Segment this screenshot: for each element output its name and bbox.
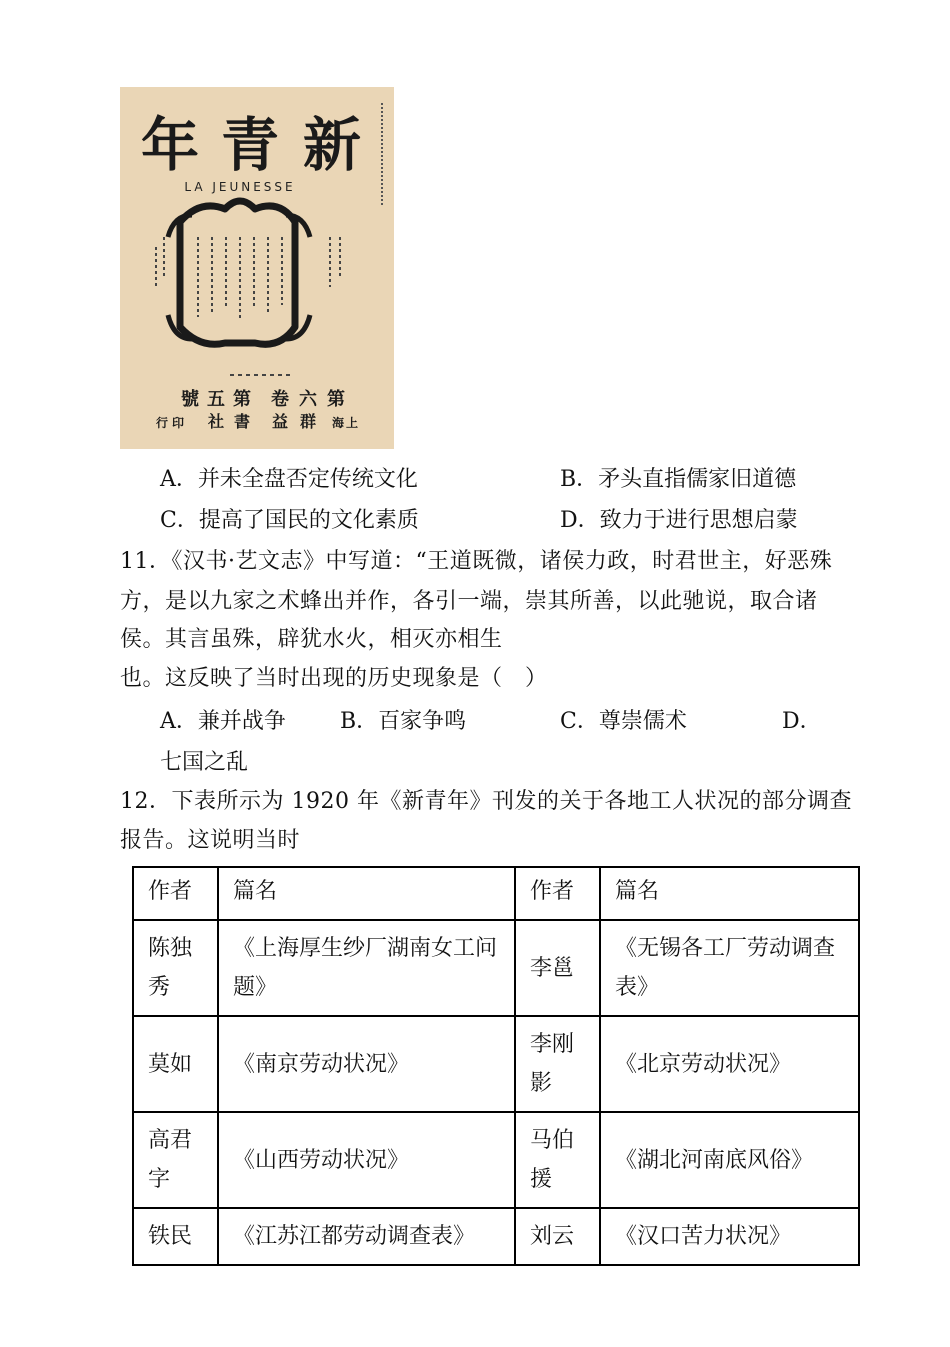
q11-option-a[interactable]: A．兼并战争 [160,709,286,734]
q11-stem-line-3: 侯。其言虽殊，辟犹水火，相灭亦相生 [120,627,503,652]
table-cell-author: 陈独秀 [133,920,218,1016]
table-cell-author: 莫如 [133,1016,218,1112]
table-row [133,1112,859,1208]
table-header-cell: 作者 [515,867,600,920]
cover-publisher-char: 海 [331,416,345,430]
cover-illustration [120,87,394,449]
table-cell-title: 《南京劳动状况》 [218,1016,515,1112]
table-header-row [133,867,859,920]
cover-subtitle: LA JEUNESSE [184,180,296,194]
table-cell-author: 刘云 [515,1208,600,1265]
table-cell-author: 马伯援 [515,1112,600,1208]
cover-publisher-char: 上 [345,416,359,430]
table-row [133,1016,859,1112]
q11-option-b[interactable]: B．百家争鸣 [340,709,467,734]
cover-publisher-char: 書 [233,412,251,431]
table-cell-title: 《湖北河南底风俗》 [600,1112,859,1208]
q11-stem-line-1: 11．《汉书·艺文志》中写道：“王道既微，诸侯力政，时君世主，好恶殊 [120,549,833,574]
q10-option-d[interactable]: D．致力于进行思想启蒙 [560,508,798,533]
table-cell-author: 铁民 [133,1208,218,1265]
table-header-cell: 篇名 [218,867,515,920]
cover-publisher-char: 群 [299,412,317,431]
cover-title-char-2: 青 [220,111,280,179]
table-cell-title: 《北京劳动状况》 [600,1016,859,1112]
table-row [133,920,859,1016]
table-row [133,1208,859,1265]
cover-issue-char: 卷 [271,389,289,410]
q10-option-c[interactable]: C．提高了国民的文化素质 [160,508,419,533]
cover-publisher-char: 行 [155,416,169,430]
q11-option-d[interactable]: D． [782,709,822,734]
q11-stem-line-2: 方，是以九家之术蜂出并作，各引一端，崇其所善，以此驰说，取合诸 [120,589,818,614]
table-cell-title: 《汉口苦力状况》 [600,1208,859,1265]
cover-publisher-char: 印 [171,416,185,430]
table-cell-title: 《上海厚生纱厂湖南女工问题》 [218,920,515,1016]
cover-issue-char: 第 [327,389,345,410]
q10-option-b[interactable]: B．矛头直指儒家旧道德 [560,467,797,492]
q12-stem-line-1: 12．下表所示为 1920 年《新青年》刊发的关于各地工人状况的部分调查 [120,789,852,814]
table-cell-title: 《江苏江都劳动调查表》 [218,1208,515,1265]
table-cell-title: 《山西劳动状况》 [218,1112,515,1208]
cover-issue-char: 五 [207,389,225,410]
table-cell-author: 高君字 [133,1112,218,1208]
q10-option-a[interactable]: A．并未全盘否定传统文化 [160,467,418,492]
cover-publisher-char: 益 [271,412,289,431]
q11-option-c[interactable]: C．尊崇儒术 [560,709,687,734]
magazine-cover-image [120,87,394,449]
cover-issue-char: 號 [181,389,199,410]
cover-title-char-1: 年 [140,111,200,179]
table-cell-title: 《无锡各工厂劳动调查表》 [600,920,859,1016]
cover-publisher-char: 社 [207,412,225,431]
table-cell-author: 李刚影 [515,1016,600,1112]
cover-title-char-3: 新 [302,111,362,179]
q12-stem-line-2: 报告。这说明当时 [120,828,301,853]
table-cell-author: 李邕 [515,920,600,1016]
cover-issue-char: 第 [233,389,251,410]
table-header-cell: 作者 [133,867,218,920]
q11-stem-line-4: 也。这反映了当时出现的历史现象是（ ） [120,666,548,691]
cover-issue-char: 六 [299,389,317,410]
table-header-cell: 篇名 [600,867,859,920]
q11-option-d-continued[interactable]: 七国之乱 [160,750,249,775]
survey-table [132,866,860,1266]
